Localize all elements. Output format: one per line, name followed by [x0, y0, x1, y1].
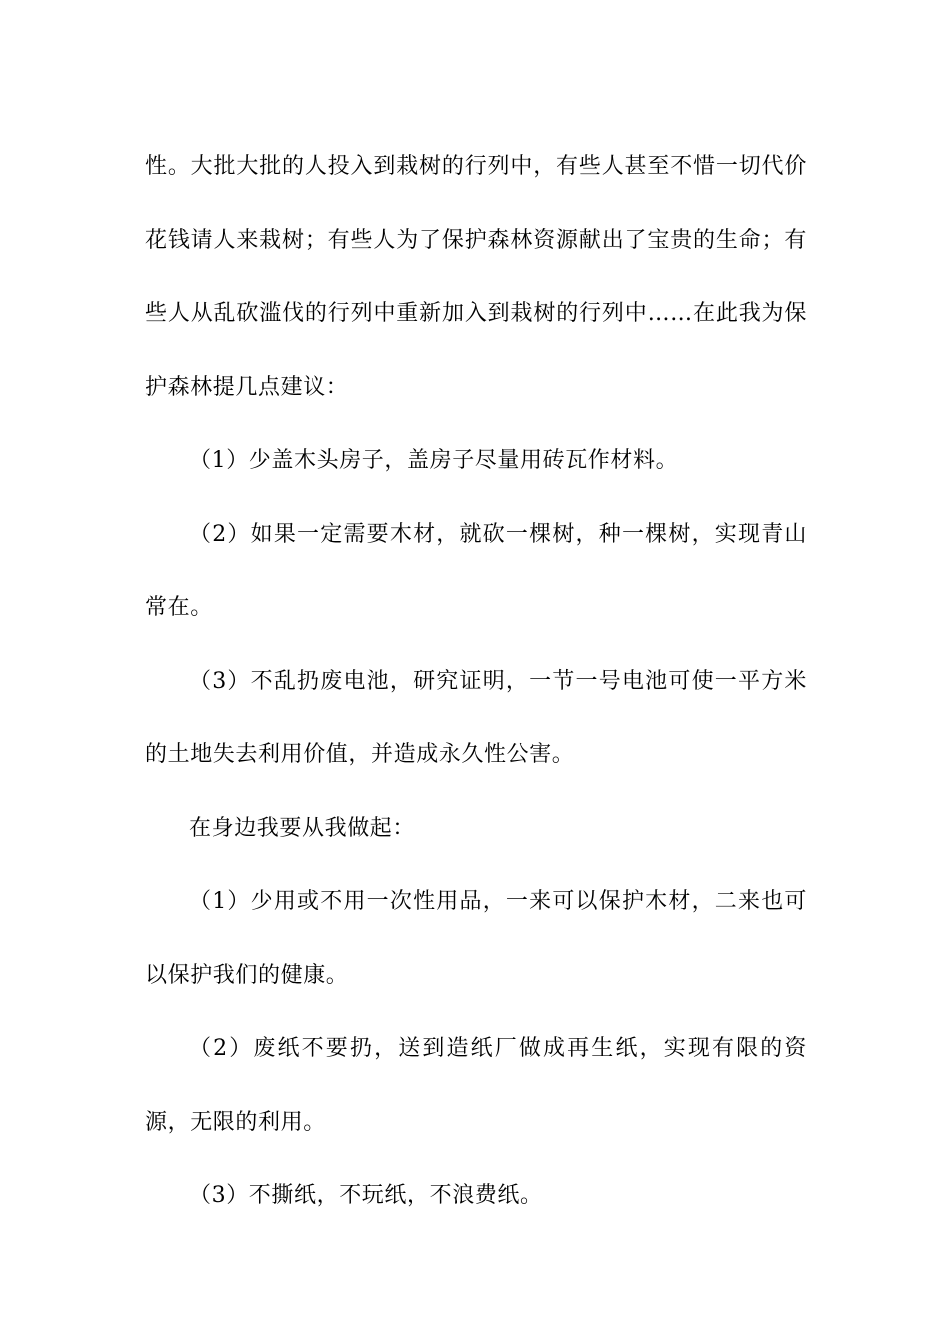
paragraph-personal-1: （1）少用或不用一次性用品，一来可以保护木材，二来也可以保护我们的健康。	[145, 889, 807, 988]
paragraph-suggestion-1: （1）少盖木头房子，盖房子尽量用砖瓦作材料。	[189, 448, 679, 473]
paragraph-continuation: 性。大批大批的人投入到栽树的行列中，有些人甚至不惜一切代价花钱请人来栽树；有些人为了保护森林资源献出了宝贵的生命；有些人从乱砍滥伐的行列中重新加入到栽树的行列中……在此我为保护森林提几点建议：	[145, 154, 807, 400]
paragraph-suggestion-3: （3）不乱扔废电池，研究证明，一节一号电池可使一平方米的土地失去利用价值，并造成永久性公害。	[145, 668, 807, 767]
paragraph-personal-intro: 在身边我要从我做起：	[189, 815, 416, 841]
document-body	[145, 130, 807, 1233]
paragraph-personal-2: （2）废纸不要扔，送到造纸厂做成再生纸，实现有限的资源，无限的利用。	[145, 1036, 807, 1135]
paragraph-suggestion-2: （2）如果一定需要木材，就砍一棵树，种一棵树，实现青山常在。	[145, 521, 807, 620]
paragraph-personal-3: （3）不撕纸，不玩纸，不浪费纸。	[189, 1183, 543, 1208]
